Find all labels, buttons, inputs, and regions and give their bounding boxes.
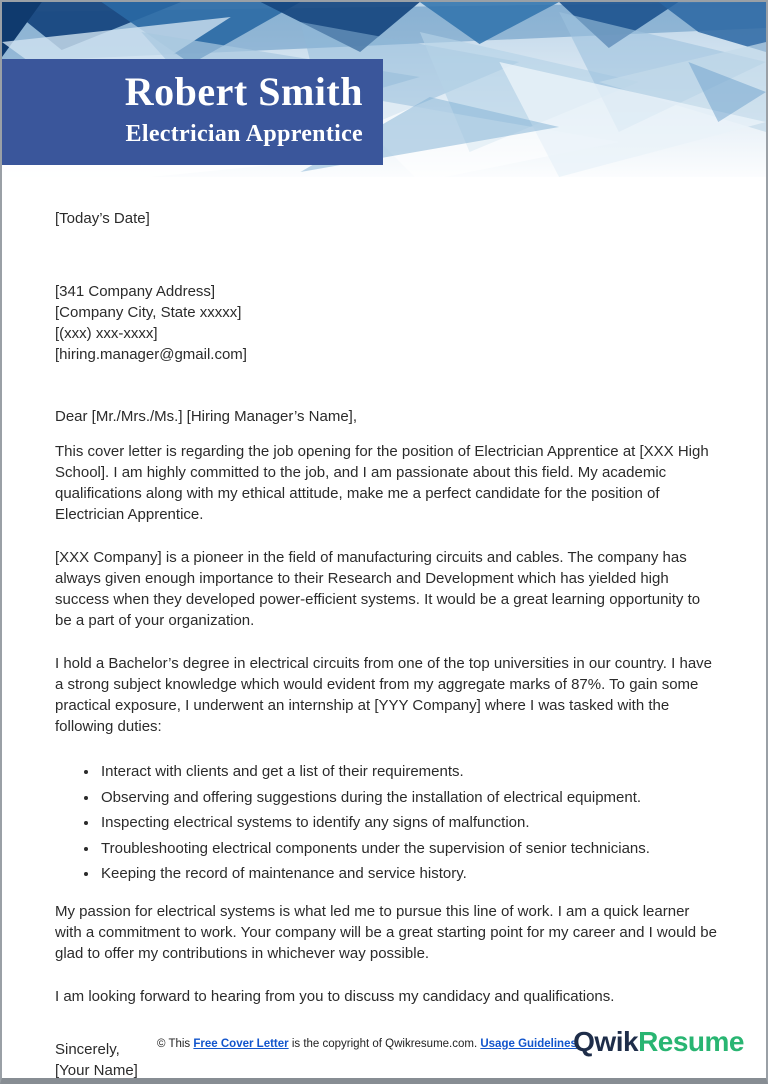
list-item: • Inspecting electrical systems to identify any signs of malfunction. [99,812,718,833]
date-line: [Today’s Date] [55,210,150,227]
candidate-job-title: Electrician Apprentice [125,121,363,147]
paragraph-company: [XXX Company] is a pioneer in the field of manufacturing circuits and cables. The company has always given enough importance to their Research and Development which has yielded high success when they developed power-efficient systems. It would be a great learning opportunity to be a part of your organization. [55,549,701,629]
logo-text-resume: Resume [638,1026,744,1057]
copyright-text-middle: is the copyright of Qwikresume.com. [288,1038,481,1050]
logo-text-qwik: Qwik [573,1026,639,1057]
free-cover-letter-link[interactable]: Free Cover Letter [193,1038,289,1050]
paragraph-passion: My passion for electrical systems is what led me to pursue this line of work. I am a quick learner with a commitment to work. Your company will be a great starting point for my career and I would be glad to offer my contributions in whichever way possible. [55,903,717,962]
paragraph-intro: This cover letter is regarding the job opening for the position of Electrician Apprentice at [XXX High School]. I am highly committed to the job, and I am passionate about this field. My academic qualifications along with my ethical attitude, make me a perfect candidate for the position of Electrician Apprentice. [55,443,709,523]
signoff: Sincerely, [55,1041,120,1058]
list-item: • Troubleshooting electrical components under the supervision of senior technicians. [99,838,718,859]
list-item: • Keeping the record of maintenance and service history. [99,863,718,884]
paragraph-qualifications: I hold a Bachelor’s degree in electrical circuits from one of the top universities in our country. I have a strong subject knowledge which would evident from my aggregate marks of 87%. To gain some practical exposure, I underwent an internship at [YYY Company] where I was tasked with the following duties: [55,655,713,735]
qwikresume-logo [573,1026,744,1058]
letter-body [2,197,766,1081]
candidate-name: Robert Smith [124,69,363,114]
paragraph-looking-forward: I am looking forward to hearing from you to discuss my candidacy and qualifications. [55,988,615,1005]
page-footer [2,1014,766,1078]
name-plate [2,59,383,165]
list-item: • Interact with clients and get a list of their requirements. [99,761,718,782]
address-line: [Company City, State xxxxx] [55,304,242,321]
list-item: • Observing and offering suggestions during the installation of electrical equipment. [99,787,718,808]
address-line: [hiring.manager@gmail.com] [55,346,247,363]
duties-list [55,761,718,884]
copyright-text-prefix: © This [157,1038,194,1050]
signature-name: [Your Name] [55,1062,138,1079]
usage-guidelines-link[interactable]: Usage Guidelines [480,1038,577,1050]
recipient-address-block [55,281,718,365]
salutation: Dear [Mr./Mrs./Ms.] [Hiring Manager’s Name], [55,408,358,425]
copyright-notice [157,1038,577,1050]
address-line: [341 Company Address] [55,283,216,300]
address-line: [(xxx) xxx-xxxx] [55,325,158,342]
